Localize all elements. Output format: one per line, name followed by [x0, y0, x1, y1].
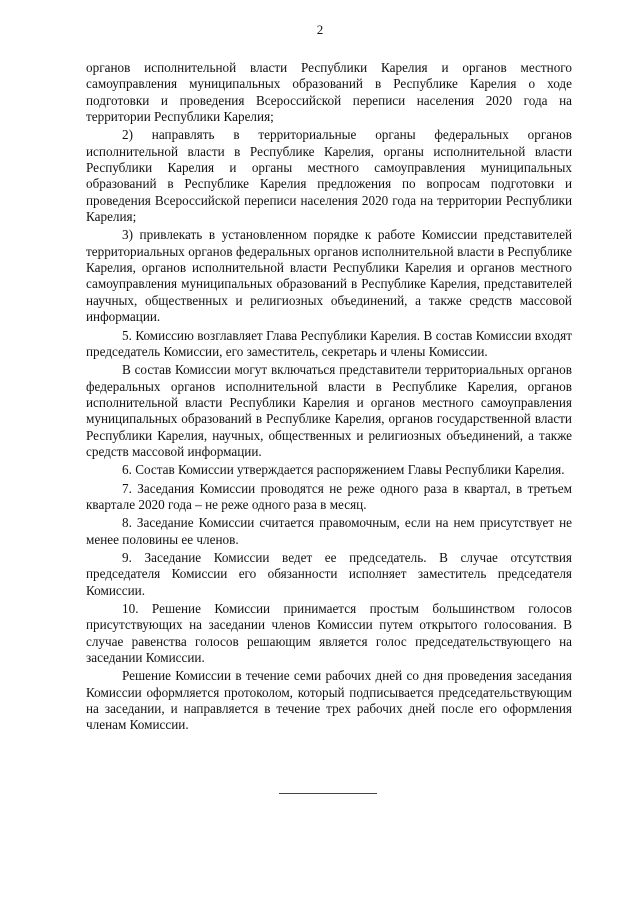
paragraph-clause-10-protocol: Решение Комиссии в течение семи рабочих дней со дня проведения заседания Комиссии оформляется протоколом, который подписывается председательствующим на заседании, и направляется в течение трех рабочих дней после его оформления членам Комиссии. [86, 668, 572, 733]
page-number: 2 [316, 22, 324, 37]
end-divider [279, 793, 377, 794]
paragraph-item-3: 3) привлекать в установленном порядке к работе Комиссии представителей территориальных органов федеральных органов исполнительной власти в Республике Карелия, органов исполнительной власти Республики Карелия и органов местного самоуправления муниципальных образований в Республике Карелия, представителей научных, общественных и религиозных объединений, а также средств массовой информации. [86, 227, 572, 325]
paragraph-clause-5-members: В состав Комиссии могут включаться представители территориальных органов федеральных органов исполнительной власти в Республике Карелия, органов исполнительной власти Республики Карелия и органов местного самоуправления муниципальных образований в Республике Карелия, органов государственной власти Республики Карелия, научных, общественных и религиозных объединений, а также средств массовой информации. [86, 362, 572, 459]
paragraph-clause-7: 7. Заседания Комиссии проводятся не реже одного раза в квартал, в третьем квартале 2020 года – не реже одного раза в месяц. [86, 480, 572, 512]
paragraph-continuation: органов исполнительной власти Республики Карелия и органов местного самоуправления муниципальных образований в Республике Карелия о ходе подготовки и проведения Всероссийской переписи населения 2020 года на территории Республики Карелия; [86, 60, 572, 125]
paragraph-clause-5: 5. Комиссию возглавляет Глава Республики Карелия. В состав Комиссии входят председатель Комиссии, его заместитель, секретарь и члены Комиссии. [86, 327, 572, 359]
paragraph-clause-8: 8. Заседание Комиссии считается правомочным, если на нем присутствует не менее половины ее членов. [86, 515, 572, 547]
paragraph-clause-10: 10. Решение Комиссии принимается простым большинством голосов присутствующих на заседании членов Комиссии путем открытого голосования. В случае равенства голосов решающим является голос председательствующего на заседании Комиссии. [86, 601, 572, 666]
document-body [86, 60, 572, 736]
paragraph-clause-9: 9. Заседание Комиссии ведет ее председатель. В случае отсутствия председателя Комиссии его обязанности исполняет заместитель председателя Комиссии. [86, 549, 572, 598]
paragraph-clause-6: 6. Состав Комиссии утверждается распоряжением Главы Республики Карелия. [122, 462, 565, 478]
paragraph-item-2: 2) направлять в территориальные органы федеральных органов исполнительной власти в Республике Карелия, органы исполнительной власти Республики Карелия и органы местного самоуправления муниципальных образований в Республике Карелия предложения по вопросам подготовки и проведения Всероссийской переписи населения 2020 года на территории Республики Карелия; [86, 127, 572, 225]
